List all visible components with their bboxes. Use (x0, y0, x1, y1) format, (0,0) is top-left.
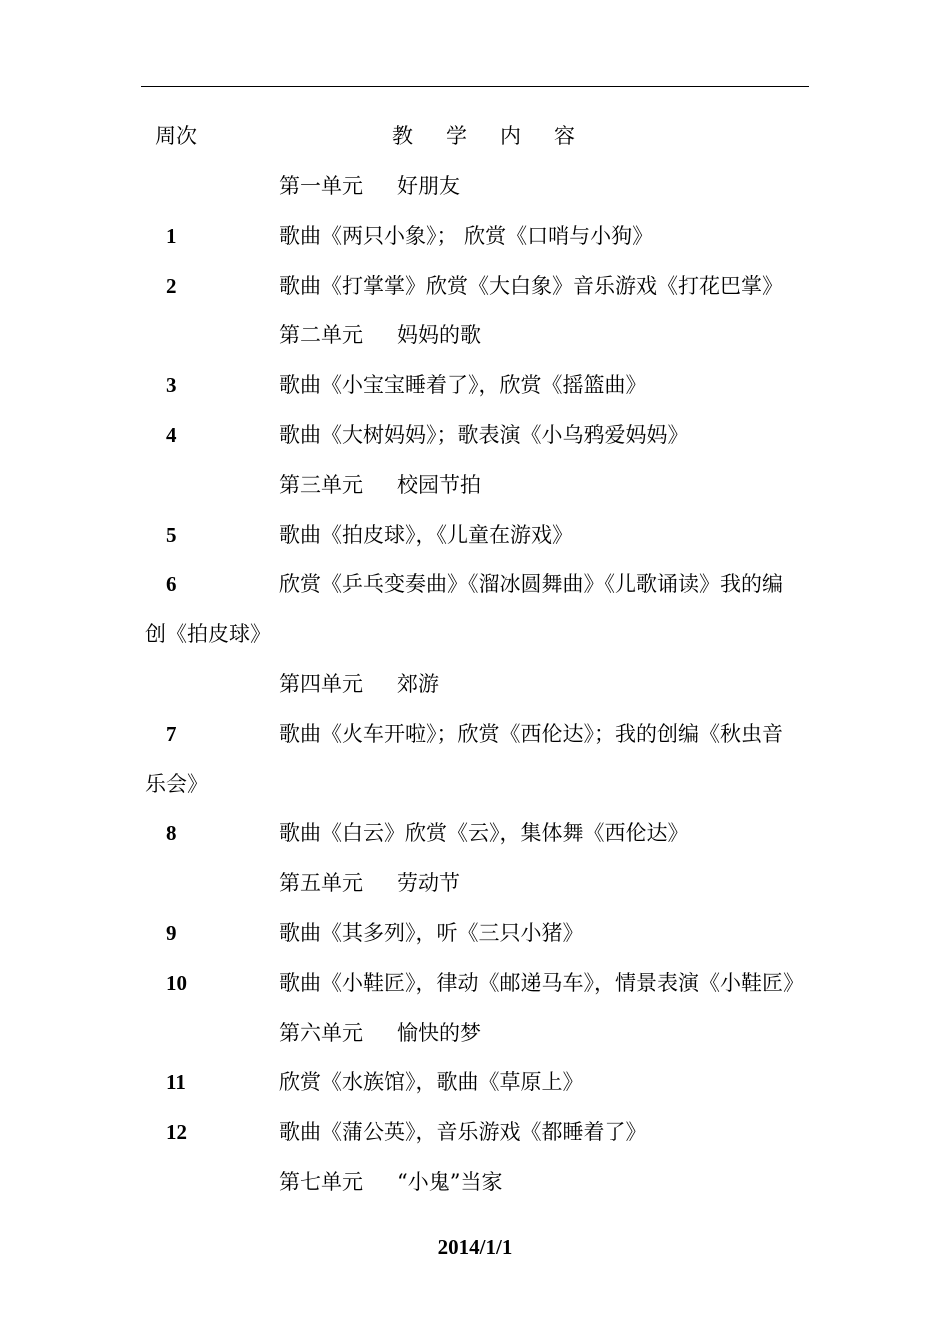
unit-heading-text (279, 1013, 481, 1053)
lesson-content-continuation: 创《拍皮球》 (145, 622, 271, 646)
footer-date: 2014/1/1 (437, 1235, 513, 1259)
week-number: 9 (166, 921, 177, 945)
content-header-char: 教 (392, 124, 414, 148)
week-number: 11 (166, 1070, 186, 1094)
lesson-row (0, 1062, 950, 1102)
lesson-row (0, 963, 950, 1003)
lesson-content: 歌曲《打掌掌》欣赏《大白象》音乐游戏《打花巴掌》 (279, 274, 783, 298)
unit-heading (0, 465, 950, 505)
unit-label: 第二单元 (279, 323, 363, 347)
unit-heading-text (279, 465, 481, 505)
lesson-content: 歌曲《小宝宝睡着了》，欣赏《摇篮曲》 (279, 373, 647, 397)
content-header-char: 学 (446, 124, 468, 148)
header-rule (141, 86, 809, 87)
content-column-header (392, 116, 576, 156)
lesson-content: 歌曲《蒲公英》，音乐游戏《都睡着了》 (279, 1120, 647, 1144)
lesson-row (0, 365, 950, 405)
unit-title: 郊游 (397, 672, 439, 696)
table-header (0, 116, 950, 156)
lesson-row (0, 266, 950, 306)
week-number: 10 (166, 971, 187, 995)
unit-heading-text (279, 863, 460, 903)
week-number: 7 (166, 722, 177, 746)
unit-label: 第五单元 (279, 871, 363, 895)
unit-heading (0, 664, 950, 704)
lesson-content: 歌曲《其多列》，听《三只小猪》 (279, 921, 584, 945)
lesson-row (0, 216, 950, 256)
unit-label: 第七单元 (279, 1170, 363, 1194)
lesson-content-continuation: 乐会》 (145, 772, 208, 796)
lesson-content: 歌曲《火车开啦》；欣赏《西伦达》；我的创编《秋虫音 (279, 722, 783, 746)
unit-label: 第六单元 (279, 1021, 363, 1045)
unit-title: 校园节拍 (397, 473, 481, 497)
week-number: 1 (166, 224, 177, 248)
week-number: 2 (166, 274, 177, 298)
week-number: 5 (166, 523, 177, 547)
unit-heading-text (279, 315, 481, 355)
week-column-header: 周次 (155, 124, 197, 148)
unit-heading-text (279, 166, 460, 206)
week-number: 8 (166, 821, 177, 845)
unit-heading (0, 1013, 950, 1053)
unit-heading (0, 1162, 950, 1202)
lesson-content: 歌曲《大树妈妈》；歌表演《小乌鸦爱妈妈》 (279, 423, 689, 447)
lesson-content: 欣赏《水族馆》，歌曲《草原上》 (279, 1070, 584, 1094)
lesson-content: 歌曲《两只小象》； 欣赏《口哨与小狗》 (279, 224, 654, 248)
lesson-content: 歌曲《小鞋匠》，律动《邮递马车》，情景表演《小鞋匠》 (279, 971, 804, 995)
content-header-char: 容 (554, 124, 576, 148)
lesson-row-continuation (0, 764, 950, 804)
unit-label: 第四单元 (279, 672, 363, 696)
unit-heading (0, 315, 950, 355)
lesson-row (0, 813, 950, 853)
unit-title: 愉快的梦 (397, 1021, 481, 1045)
content-header-char: 内 (500, 124, 522, 148)
lesson-row (0, 1112, 950, 1152)
unit-title: “小鬼”当家 (397, 1170, 503, 1194)
unit-title: 妈妈的歌 (397, 323, 481, 347)
lesson-content: 欣赏《乒乓变奏曲》《溜冰圆舞曲》《儿歌诵读》我的编 (279, 572, 783, 596)
lesson-row (0, 515, 950, 555)
lesson-row (0, 913, 950, 953)
unit-heading-text (279, 664, 439, 704)
lesson-row (0, 415, 950, 455)
lesson-row (0, 714, 950, 754)
week-number: 3 (166, 373, 177, 397)
unit-heading (0, 863, 950, 903)
unit-label: 第一单元 (279, 174, 363, 198)
lesson-content: 歌曲《白云》欣赏《云》，集体舞《西伦达》 (279, 821, 689, 845)
lesson-row-continuation (0, 614, 950, 654)
lesson-row (0, 564, 950, 604)
unit-heading-text (279, 1162, 502, 1202)
unit-title: 好朋友 (397, 174, 460, 198)
week-number: 4 (166, 423, 177, 447)
week-number: 6 (166, 572, 177, 596)
week-number: 12 (166, 1120, 187, 1144)
lesson-content: 歌曲《拍皮球》，《儿童在游戏》 (279, 523, 573, 547)
unit-label: 第三单元 (279, 473, 363, 497)
unit-title: 劳动节 (397, 871, 460, 895)
unit-heading (0, 166, 950, 206)
